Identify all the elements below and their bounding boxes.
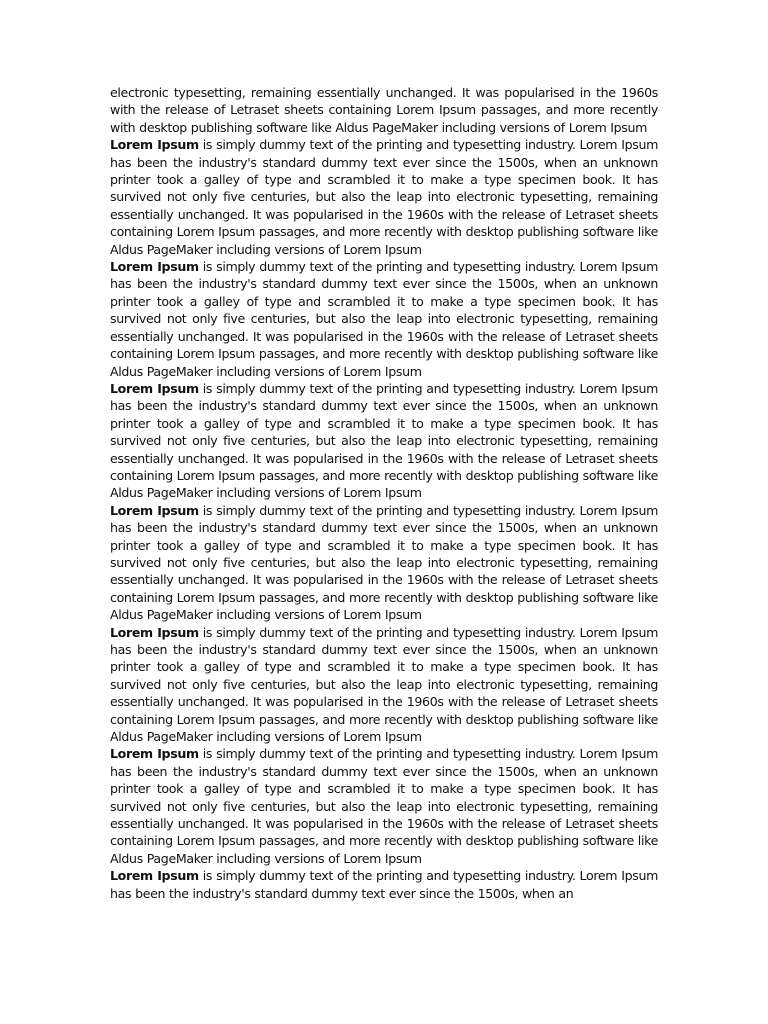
paragraph-lead: Lorem Ipsum: [110, 868, 199, 884]
paragraph-lead: Lorem Ipsum: [110, 259, 199, 275]
paragraph-body: is simply dummy text of the printing and typesetting industry. Lorem Ipsum has been the industry's standard dummy text ever since the 1500s, when an unknown printer took a galley of type and scrambled it to make a type specimen book. It has survived not only five centuries, but also the leap into electronic typesetting, remaining essentially unchanged. It was popularised in the 1960s with the release of Letraset sheets containing Lorem Ipsum passages, and more recently with desktop publishing software like Aldus PageMaker including versions of Lorem Ipsum: [110, 624, 658, 745]
paragraph: [110, 258, 658, 380]
paragraph-body: is simply dummy text of the printing and typesetting industry. Lorem Ipsum has been the industry's standard dummy text ever since the 1500s, when an unknown printer took a galley of type and scrambled it to make a type specimen book. It has survived not only five centuries, but also the leap into electronic typesetting, remaining essentially unchanged. It was popularised in the 1960s with the release of Letraset sheets containing Lorem Ipsum passages, and more recently with desktop publishing software like Aldus PageMaker including versions of Lorem Ipsum: [110, 746, 658, 866]
paragraph: [110, 867, 658, 902]
paragraph-lead: Lorem Ipsum: [110, 624, 199, 640]
paragraph-lead: Lorem Ipsum: [110, 502, 199, 518]
paragraph-lead: Lorem Ipsum: [110, 137, 199, 153]
paragraph-body: is simply dummy text of the printing and typesetting industry. Lorem Ipsum has been the industry's standard dummy text ever since the 1500s, when an unknown printer took a galley of type and scrambled it to make a type specimen book. It has survived not only five centuries, but also the leap into electronic typesetting, remaining essentially unchanged. It was popularised in the 1960s with the release of Letraset sheets containing Lorem Ipsum passages, and more recently with desktop publishing software like Aldus PageMaker including versions of Lorem Ipsum: [110, 502, 658, 623]
paragraph: [110, 136, 658, 258]
paragraph-body: is simply dummy text of the printing and typesetting industry. Lorem Ipsum has been the industry's standard dummy text ever since the 1500s, when an unknown printer took a galley of type and scrambled it to make a type specimen book. It has survived not only five centuries, but also the leap into electronic typesetting, remaining essentially unchanged. It was popularised in the 1960s with the release of Letraset sheets containing Lorem Ipsum passages, and more recently with desktop publishing software like Aldus PageMaker including versions of Lorem Ipsum: [110, 137, 658, 257]
paragraph-lead: Lorem Ipsum: [110, 746, 199, 762]
paragraph-lead: Lorem Ipsum: [110, 380, 199, 396]
body-text: [110, 84, 658, 902]
paragraph-body: is simply dummy text of the printing and typesetting industry. Lorem Ipsum has been the industry's standard dummy text ever since the 1500s, when an unknown printer took a galley of type and scrambled it to make a type specimen book. It has survived not only five centuries, but also the leap into electronic typesetting, remaining essentially unchanged. It was popularised in the 1960s with the release of Letraset sheets containing Lorem Ipsum passages, and more recently with desktop publishing software like Aldus PageMaker including versions of Lorem Ipsum: [110, 380, 658, 501]
paragraph-body: is simply dummy text of the printing and typesetting industry. Lorem Ipsum has been the industry's standard dummy text ever since the 1500s, when an unknown printer took a galley of type and scrambled it to make a type specimen book. It has survived not only five centuries, but also the leap into electronic typesetting, remaining essentially unchanged. It was popularised in the 1960s with the release of Letraset sheets containing Lorem Ipsum passages, and more recently with desktop publishing software like Aldus PageMaker including versions of Lorem Ipsum: [110, 259, 658, 379]
intro-paragraph: electronic typesetting, remaining essentially unchanged. It was popularised in the 1960s with the release of Letraset sheets containing Lorem Ipsum passages, and more recently with desktop publishing software like Aldus PageMaker including versions of Lorem Ipsum: [110, 85, 658, 135]
paragraph: [110, 745, 658, 867]
paragraph: [110, 502, 658, 624]
paragraph: [110, 624, 658, 746]
paragraph: [110, 380, 658, 502]
paragraph-body: is simply dummy text of the printing and typesetting industry. Lorem Ipsum has been the industry's standard dummy text ever since the 1500s, when an: [110, 868, 658, 901]
